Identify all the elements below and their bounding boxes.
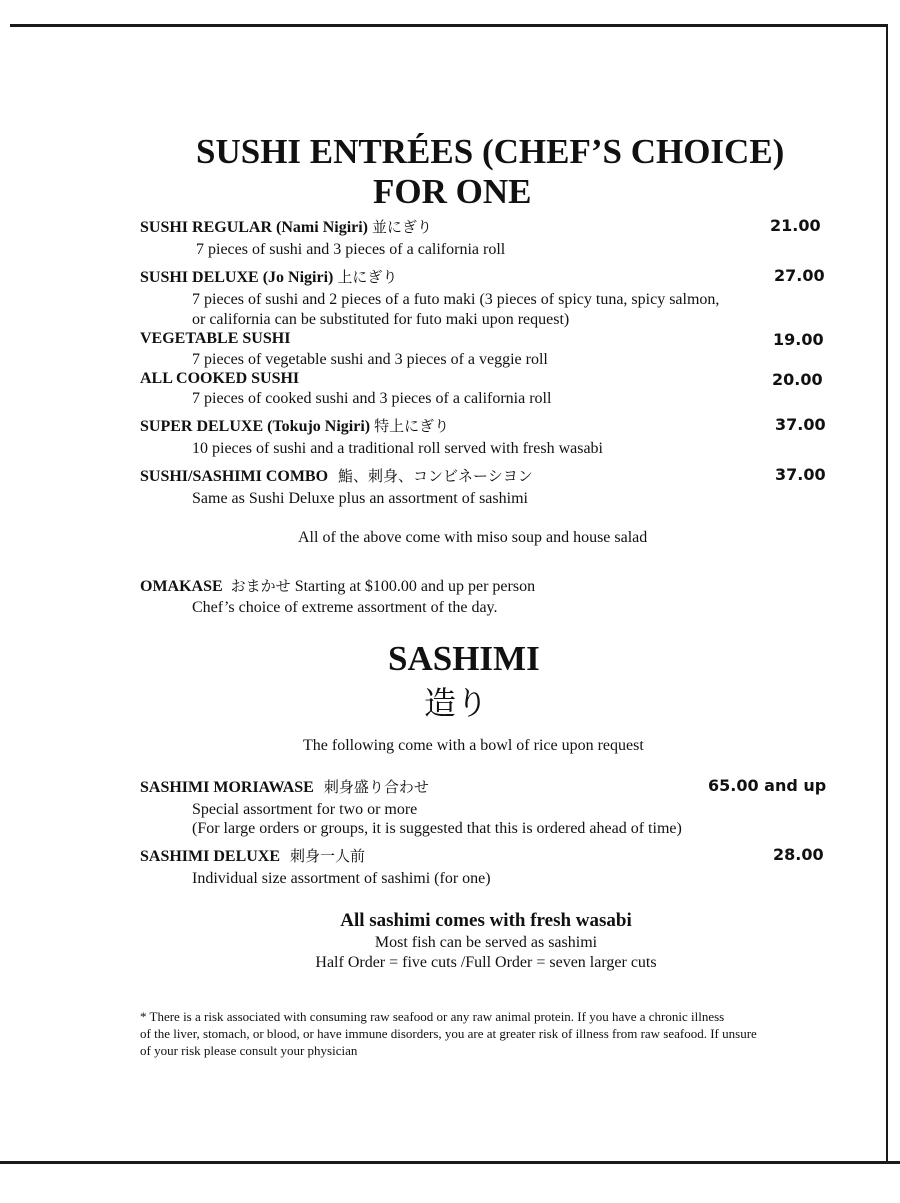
menu-item-vegetable-sushi	[140, 330, 290, 348]
section-title: SUSHI ENTRÉES (CHEF’S CHOICE)	[196, 132, 785, 171]
item-description: Same as Sushi Deluxe plus an assortment of sashimi	[192, 490, 528, 507]
sashimi-title-japanese: 造り	[424, 684, 489, 722]
menu-item-all-cooked-sushi	[140, 370, 299, 388]
item-description: 7 pieces of sushi and 3 pieces of a california roll	[196, 241, 506, 258]
sashimi-note: The following come with a bowl of rice upon request	[303, 737, 644, 754]
item-japanese-name: 並にぎり	[372, 218, 433, 236]
item-description: 7 pieces of sushi and 2 pieces of a futo maki (3 pieces of spicy tuna, spicy salmon,	[192, 291, 720, 308]
portion-note: Half Order = five cuts /Full Order = seven larger cuts	[315, 954, 657, 971]
item-japanese-name: 上にぎり	[337, 268, 398, 286]
item-price: 28.00	[773, 845, 824, 864]
item-name: ALL COOKED SUSHI	[140, 370, 300, 387]
entrees-note: All of the above come with miso soup and house salad	[298, 529, 648, 546]
item-price: 20.00	[772, 370, 823, 389]
item-japanese-name: 特上にぎり	[374, 417, 450, 435]
item-name: VEGETABLE SUSHI	[140, 330, 291, 347]
item-description: 7 pieces of cooked sushi and 3 pieces of a california roll	[192, 390, 552, 407]
item-description: or california can be substituted for futo maki upon request)	[192, 311, 570, 328]
item-name: OMAKASE	[140, 578, 223, 595]
item-description: Individual size assortment of sashimi (for one)	[192, 870, 491, 887]
item-price: 19.00	[773, 330, 824, 349]
item-name: SUSHI REGULAR (Nami Nigiri)	[140, 219, 369, 236]
item-price: 65.00 and up	[708, 776, 827, 795]
left-margin	[0, 24, 10, 1164]
item-price: 37.00	[775, 465, 826, 484]
wasabi-heading: All sashimi comes with fresh wasabi	[340, 910, 632, 931]
item-description: (For large orders or groups, it is suggested that this is ordered ahead of time)	[192, 820, 682, 837]
item-japanese-name: おまかせ	[230, 577, 291, 595]
item-description: Special assortment for two or more	[192, 801, 418, 818]
item-name: SASHIMI DELUXE	[140, 848, 281, 865]
disclaimer-line: * There is a risk associated with consuming raw seafood or any raw animal protein. If you have a chronic illness	[140, 1009, 725, 1024]
item-name: SUPER DELUXE (Tokujo Nigiri)	[140, 418, 371, 435]
menu-item-sashimi-deluxe	[140, 845, 365, 866]
menu-item-omakase	[140, 575, 535, 596]
menu-item-sushi-sashimi-combo	[140, 465, 533, 486]
item-price: 37.00	[775, 415, 826, 434]
wasabi-note: Most fish can be served as sashimi	[374, 934, 598, 951]
item-name: SUSHI/SASHIMI COMBO	[140, 468, 329, 485]
disclaimer-line: of the liver, stomach, or blood, or have immune disorders, you are at greater risk of illness from raw seafood. If unsure	[140, 1026, 757, 1041]
menu-item-sushi-regular	[140, 216, 432, 237]
item-description: 7 pieces of vegetable sushi and 3 pieces of a veggie roll	[192, 351, 548, 368]
item-japanese-name: 刺身盛り合わせ	[323, 778, 429, 796]
top-bar	[0, 0, 900, 27]
item-price: 27.00	[774, 266, 825, 285]
section-subtitle: FOR ONE	[373, 172, 532, 211]
item-name: SUSHI DELUXE (Jo Nigiri)	[140, 269, 334, 286]
item-price: 21.00	[770, 216, 821, 235]
disclaimer-line: of your risk please consult your physician	[140, 1043, 358, 1058]
item-description: 10 pieces of sushi and a traditional roll served with fresh wasabi	[192, 440, 603, 457]
right-edge	[886, 24, 900, 1164]
menu-item-sushi-deluxe	[140, 266, 397, 287]
item-name: SASHIMI MORIAWASE	[140, 779, 314, 796]
bottom-bar	[0, 1161, 900, 1203]
sashimi-title: SASHIMI	[388, 639, 540, 678]
item-description: Chef’s choice of extreme assortment of the day.	[192, 599, 498, 616]
item-price-text: Starting at $100.00 and up per person	[294, 578, 536, 595]
item-japanese-name: 刺身一人前	[290, 847, 366, 865]
menu-item-sashimi-moriawase	[140, 776, 429, 797]
menu-item-super-deluxe	[140, 415, 449, 436]
item-japanese-name: 鮨、刺身、コンビネーシヨン	[338, 467, 533, 485]
